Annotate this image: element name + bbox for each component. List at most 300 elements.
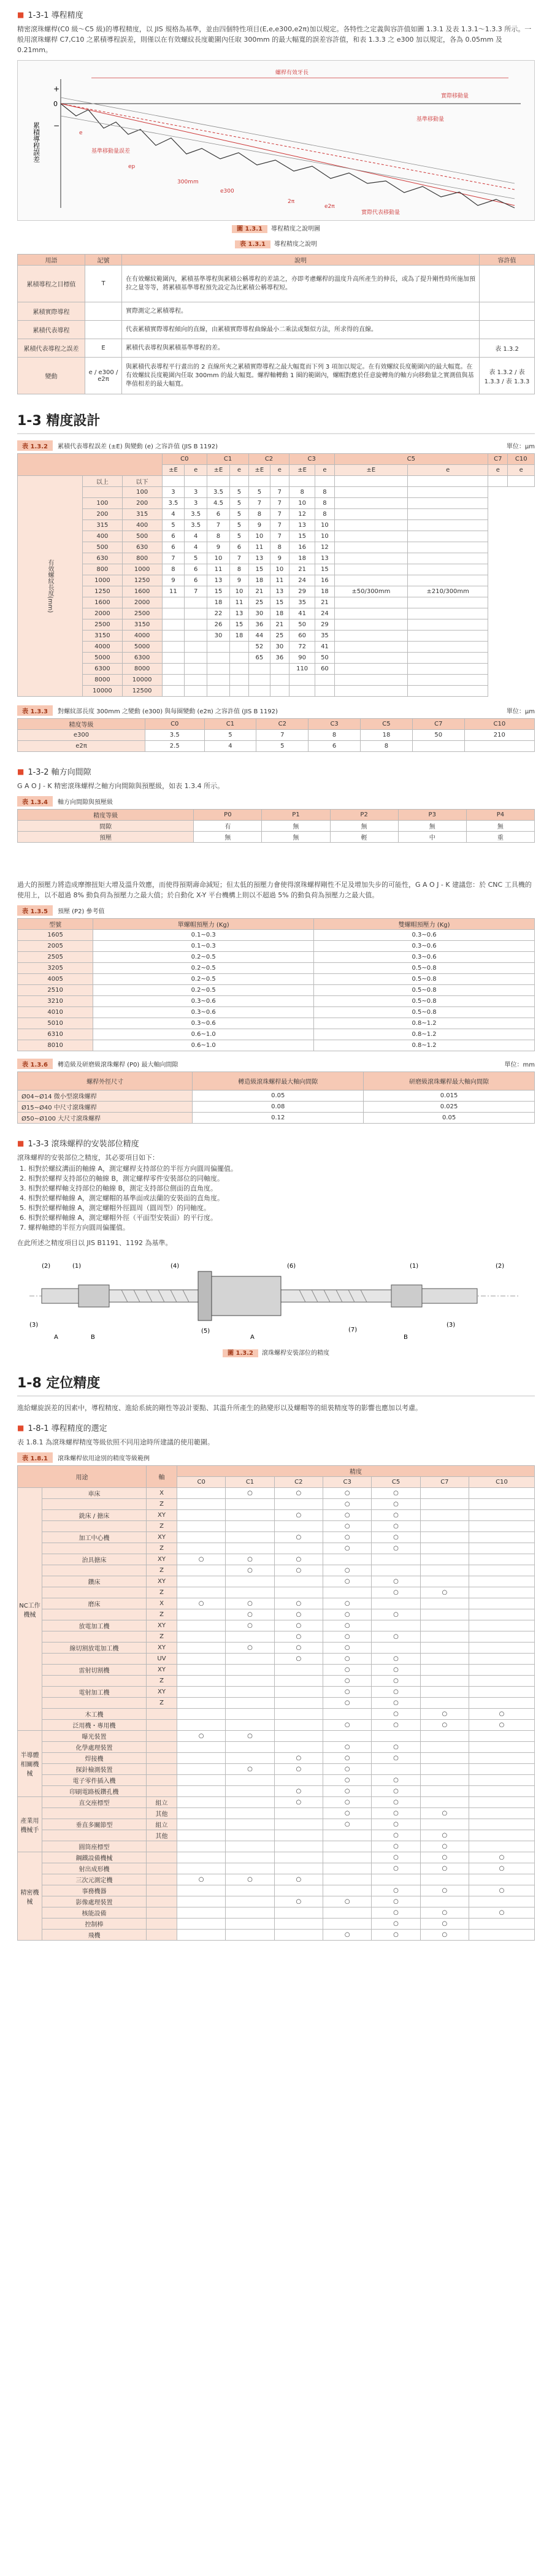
sub-header: e — [508, 465, 535, 476]
value-cell: 18 — [229, 631, 248, 642]
recommended-mark: ○ — [323, 1631, 372, 1643]
table-cell — [229, 476, 248, 487]
value-cell: 10 — [289, 498, 315, 509]
tag-2: (3) — [29, 1322, 39, 1328]
value-cell: 4 — [185, 531, 207, 542]
recommended-mark: ○ — [420, 1709, 469, 1720]
value-cell — [229, 653, 248, 664]
value-cell: 8 — [249, 509, 270, 520]
table-cell — [226, 1907, 274, 1919]
table-cell — [274, 1587, 323, 1598]
value-cell: 1250 — [122, 575, 162, 586]
model-cell: 6310 — [18, 1029, 93, 1040]
value-cell: 15 — [315, 564, 334, 575]
table-row — [18, 1029, 535, 1040]
paragraph-1-3-2: G A O J - K 精密滾珠螺桿之軸方向間隙與預壓級，如表 1.3.4 所示。 — [17, 782, 224, 790]
recommended-mark: ○ — [274, 1598, 323, 1609]
recommended-mark: ○ — [323, 1775, 372, 1786]
value-cell — [162, 686, 185, 697]
value-cell: 4 — [162, 509, 185, 520]
recommended-mark: ○ — [177, 1874, 226, 1885]
table-row — [18, 821, 535, 832]
table-row — [18, 1631, 535, 1643]
recommended-mark: ○ — [323, 1698, 372, 1709]
value-cell: 21 — [289, 564, 315, 575]
table-cell — [177, 1543, 226, 1554]
recommended-mark: ○ — [372, 1532, 420, 1543]
value-cell: 1000 — [122, 564, 162, 575]
recommended-mark: ○ — [420, 1919, 469, 1930]
application-cell: 三次元測定機 — [42, 1874, 147, 1885]
value-cell: 9 — [207, 542, 230, 553]
value-cell: 7 — [270, 520, 289, 531]
table-cell — [177, 1609, 226, 1620]
heading-1-3-3 — [17, 1137, 535, 1149]
recommended-mark: ○ — [274, 1896, 323, 1907]
value-cell — [315, 686, 334, 697]
recommended-mark: ○ — [323, 1609, 372, 1620]
column-header: P1 — [262, 810, 330, 821]
table-cell — [177, 1863, 226, 1874]
value-cell: 2500 — [83, 619, 123, 631]
tag-4: (5) — [201, 1328, 210, 1335]
table-row — [18, 520, 535, 531]
value-cell: 0.5~0.8 — [314, 1007, 535, 1018]
table-cell — [469, 1499, 535, 1510]
table-cell — [469, 1919, 535, 1930]
table-row — [18, 498, 535, 509]
table-cell — [226, 1808, 274, 1819]
table-cell — [177, 1676, 226, 1687]
column-header: 說明 — [122, 255, 480, 266]
value-cell: 100 — [122, 487, 162, 498]
value-cell: 5000 — [122, 642, 162, 653]
table-cell — [469, 1874, 535, 1885]
value-cell — [162, 631, 185, 642]
value-cell: 9 — [229, 575, 248, 586]
value-cell: 5 — [204, 730, 256, 741]
model-cell: 4010 — [18, 1007, 93, 1018]
axis-cell: 組立 — [147, 1819, 177, 1830]
value-cell: 35 — [315, 631, 334, 642]
list-item: 1. 相對於螺紋溝面的軸線 A，測定螺桿支持部位的半徑方向圓周偏擺值。 — [28, 1164, 535, 1174]
application-cell: 泛用機・專用機 — [42, 1720, 147, 1731]
table-cell — [177, 1786, 226, 1797]
table-cell — [177, 1720, 226, 1731]
group-label: 半導體相關機械 — [18, 1731, 42, 1797]
recommended-mark: ○ — [323, 1620, 372, 1631]
axis-cell: XY — [147, 1532, 177, 1543]
recommended-mark: ○ — [323, 1654, 372, 1665]
table-row — [18, 1797, 535, 1808]
value-cell: 13 — [229, 608, 248, 619]
recommended-mark: ○ — [274, 1510, 323, 1521]
value-cell: 5 — [185, 553, 207, 564]
sub-header: e — [488, 465, 508, 476]
value-cell: 5 — [229, 487, 248, 498]
column-header: 容許值 — [480, 255, 535, 266]
tolerance-cell — [480, 266, 535, 302]
value-cell: 0.1~0.3 — [93, 941, 314, 952]
value-cell: 3.5 — [185, 520, 207, 531]
value-cell: 12 — [315, 542, 334, 553]
table-cell — [408, 564, 488, 575]
table-header-row — [18, 919, 535, 930]
figure-caption-1-3-2 — [17, 1347, 535, 1357]
row-label: e300 — [18, 730, 145, 741]
value-cell: 7 — [270, 509, 289, 520]
application-cell — [42, 1587, 147, 1598]
base-line — [61, 104, 515, 205]
application-cell: 控制棒 — [42, 1919, 147, 1930]
row-label: 預壓 — [18, 832, 194, 843]
value-cell: 7 — [162, 553, 185, 564]
table-cell — [323, 1885, 372, 1896]
table-row — [18, 1665, 535, 1676]
table-cell — [162, 476, 185, 487]
table-cell — [488, 476, 508, 487]
model-cell: 5010 — [18, 1018, 93, 1029]
table-cell — [420, 1543, 469, 1554]
recommended-mark: ○ — [372, 1488, 420, 1499]
table-1-8-1 — [17, 1465, 535, 1941]
table-row — [18, 564, 535, 575]
table-cell — [469, 1554, 535, 1565]
bullet-icon: ■ — [17, 1138, 25, 1148]
table-cell — [323, 1907, 372, 1919]
value-cell: 10 — [229, 586, 248, 597]
recommended-mark: ○ — [372, 1631, 420, 1643]
model-cell: 2005 — [18, 941, 93, 952]
value-cell: 無 — [262, 821, 330, 832]
value-cell: 5 — [256, 741, 309, 752]
value-cell: 13 — [270, 586, 289, 597]
table-row — [18, 675, 535, 686]
sub-header: e — [270, 465, 289, 476]
recommended-mark: ○ — [274, 1643, 323, 1654]
value-cell: 9 — [249, 520, 270, 531]
application-cell — [42, 1609, 147, 1620]
table-cell — [420, 1654, 469, 1665]
value-cell: 60 — [289, 631, 315, 642]
value-cell — [185, 686, 207, 697]
table-row — [18, 542, 535, 553]
axis-cell: Z — [147, 1543, 177, 1554]
symbol-cell — [85, 302, 122, 321]
recommended-mark: ○ — [372, 1885, 420, 1896]
plus-label: + — [53, 85, 60, 93]
heading-text: 1-3-2 軸方向間隙 — [28, 768, 91, 777]
table-cell — [334, 564, 408, 575]
recommended-mark: ○ — [372, 1775, 420, 1786]
size-cell: Ø50~Ø100 大尺寸滾珠螺桿 — [18, 1113, 193, 1124]
table-row — [18, 1874, 535, 1885]
paragraph-1-3-1: 精密滾珠螺桿(C0 級～C5 級)的導程精度，以 JIS 規格為基準，並由四個特性項目(E,e,e300,e2π)加以規定。各特性之定義與容許值如圖 1.3.1 及表 1.3.1～1.3.3 所示。一般用滾珠螺桿 C7,C10 之累積導程誤差，則僅以在有效螺紋長度範圍內任取 300mm 的最大幅寬的誤差容許值，和表 1.3.3 之 e300 加以規定，各為 0.05mm 及 0.21mm。 — [17, 25, 532, 54]
table-cell — [226, 1863, 274, 1874]
table-cell — [408, 608, 488, 619]
recommended-mark: ○ — [274, 1797, 323, 1808]
table-cell — [323, 1852, 372, 1863]
value-cell: 12 — [289, 509, 315, 520]
list-item: 7. 螺桿軸總的半徑方向圓周偏擺值。 — [28, 1223, 535, 1233]
recommended-mark: ○ — [274, 1620, 323, 1631]
table-header-row — [18, 810, 535, 821]
value-cell: 無 — [262, 832, 330, 843]
recommended-mark: ○ — [372, 1720, 420, 1731]
value-cell: 5000 — [83, 653, 123, 664]
table-cell — [469, 1775, 535, 1786]
table-cell — [177, 1852, 226, 1863]
table-row — [18, 1720, 535, 1731]
table-cell — [274, 1720, 323, 1731]
recommended-mark: ○ — [372, 1665, 420, 1676]
value-cell: 3 — [185, 487, 207, 498]
table-cell — [334, 642, 408, 653]
term-cell: 變動 — [18, 358, 85, 394]
table-row — [18, 487, 535, 498]
recommended-mark: ○ — [372, 1797, 420, 1808]
value-cell: 4000 — [122, 631, 162, 642]
tag-8: (3) — [447, 1322, 456, 1328]
value-cell: 0.3~0.6 — [314, 941, 535, 952]
table-caption-text: 對螺紋部長度 300mm 之變動 (e300) 與每圈變動 (e2π) 之容許值 (JIS B 1192) — [57, 708, 278, 715]
recommended-mark: ○ — [323, 1808, 372, 1819]
value-cell — [185, 664, 207, 675]
application-cell: 曝光裝置 — [42, 1731, 147, 1742]
value-cell: 2000 — [122, 597, 162, 608]
table-number: 表 1.3.3 — [17, 705, 53, 716]
lead-accuracy-diagram — [18, 61, 534, 221]
recommended-mark: ○ — [323, 1532, 372, 1543]
table-1-3-2 — [17, 453, 535, 697]
table-row — [18, 1565, 535, 1576]
table-cell — [289, 476, 315, 487]
value-cell: 41 — [289, 608, 315, 619]
table-cell — [177, 1885, 226, 1896]
value-cell: 1600 — [122, 586, 162, 597]
table-cell — [226, 1841, 274, 1852]
value-cell: 0.8~1.2 — [314, 1018, 535, 1029]
recommended-mark: ○ — [274, 1764, 323, 1775]
value-cell: 15 — [249, 564, 270, 575]
table-cell — [226, 1521, 274, 1532]
value-cell: 18 — [249, 575, 270, 586]
table-cell — [226, 1775, 274, 1786]
bearing-left — [79, 1285, 109, 1307]
value-cell: 72 — [289, 642, 315, 653]
value-cell: 10 — [315, 520, 334, 531]
table-cell — [469, 1565, 535, 1576]
table-cell — [420, 1775, 469, 1786]
table-cell — [274, 1808, 323, 1819]
table-row — [18, 1698, 535, 1709]
model-cell: 4005 — [18, 974, 93, 985]
recommended-mark: ○ — [323, 1764, 372, 1775]
table-row — [18, 1930, 535, 1941]
value-cell: 11 — [270, 575, 289, 586]
table-row — [18, 1687, 535, 1698]
heading-text: 1-3-3 滾珠螺桿的安裝部位精度 — [28, 1140, 139, 1149]
recommended-mark: ○ — [323, 1687, 372, 1698]
sub-header: ±E — [289, 465, 315, 476]
recommended-mark: ○ — [372, 1852, 420, 1863]
table-cell — [274, 1863, 323, 1874]
table-cell — [372, 1874, 420, 1885]
value-cell: 3 — [185, 498, 207, 509]
recommended-mark: ○ — [372, 1742, 420, 1753]
group-label: 產業用機械手 — [18, 1797, 42, 1852]
table-cell — [420, 1576, 469, 1587]
value-cell — [207, 642, 230, 653]
application-cell — [42, 1676, 147, 1687]
table-cell — [274, 1819, 323, 1830]
table-cell — [226, 1919, 274, 1930]
table-caption-text: 滾珠螺桿依用途別的精度等級範例 — [57, 1455, 150, 1462]
recommended-mark: ○ — [323, 1720, 372, 1731]
table-cell — [469, 1830, 535, 1841]
axis-cell — [147, 1930, 177, 1941]
axis-cell: Z — [147, 1565, 177, 1576]
value-cell: 0.2~0.5 — [93, 974, 314, 985]
table-cell — [334, 531, 408, 542]
table-row — [18, 1488, 535, 1499]
value-cell: 13 — [207, 575, 230, 586]
value-cell: 5 — [162, 520, 185, 531]
table-cell — [323, 1731, 372, 1742]
value-cell: 0.12 — [193, 1113, 364, 1124]
axis-cell: X — [147, 1488, 177, 1499]
table-cell — [420, 1499, 469, 1510]
table-row — [18, 597, 535, 608]
table-row — [18, 996, 535, 1007]
value-cell: 400 — [122, 520, 162, 531]
recommended-mark: ○ — [469, 1852, 535, 1863]
table-cell — [469, 1488, 535, 1499]
value-cell: 200 — [83, 509, 123, 520]
table-cell — [420, 1643, 469, 1654]
value-cell: 3.5 — [145, 730, 204, 741]
axis-cell — [147, 1885, 177, 1896]
intro-1-3-3: 滾珠螺桿的安裝部位之精度，其必要項目如下： — [17, 1154, 159, 1162]
table-cell — [420, 1510, 469, 1521]
recommended-mark: ○ — [372, 1654, 420, 1665]
table-cell — [334, 686, 408, 697]
value-cell: 50 — [315, 653, 334, 664]
bullet-icon: ■ — [17, 1423, 25, 1432]
axis-label-3: B — [404, 1334, 408, 1341]
table-cell — [408, 642, 488, 653]
value-cell: 30 — [270, 642, 289, 653]
axis-cell — [147, 1852, 177, 1863]
table-row — [18, 1830, 535, 1841]
value-cell — [207, 675, 230, 686]
value-cell: 0.8~1.2 — [314, 1040, 535, 1051]
table-row — [18, 1852, 535, 1863]
recommended-mark: ○ — [177, 1598, 226, 1609]
value-cell: 6 — [207, 509, 230, 520]
description-cell: 累積代表導程與累積基準導程的差。 — [122, 339, 480, 358]
table-caption-text: 轉造級及研磨級滾珠螺桿 (P0) 最大軸向間隙 — [57, 1062, 178, 1068]
bearing-right — [391, 1285, 422, 1307]
table-cell — [226, 1709, 274, 1720]
column-header: 型號 — [18, 919, 93, 930]
column-header: 螺桿外徑尺寸 — [18, 1072, 193, 1091]
table-cell — [408, 531, 488, 542]
value-cell: 10000 — [122, 675, 162, 686]
value-cell: 4.5 — [207, 498, 230, 509]
value-cell: 15 — [207, 586, 230, 597]
table-row — [18, 509, 535, 520]
value-cell: 0.6~1.0 — [93, 1029, 314, 1040]
column-header: 研磨級滾珠螺桿最大軸向間隙 — [364, 1072, 535, 1091]
grade-header: C10 — [508, 454, 535, 465]
model-cell: 3205 — [18, 963, 93, 974]
table-cell — [177, 1488, 226, 1499]
value-cell: 7 — [207, 520, 230, 531]
value-cell: 29 — [289, 586, 315, 597]
value-cell — [249, 686, 270, 697]
recommended-mark: ○ — [323, 1797, 372, 1808]
table-row — [18, 302, 535, 321]
table-cell — [408, 575, 488, 586]
table-cell — [420, 1565, 469, 1576]
table-cell — [420, 1786, 469, 1797]
table-row — [18, 1018, 535, 1029]
table-cell — [420, 1521, 469, 1532]
recommended-mark: ○ — [420, 1907, 469, 1919]
sub-header: e — [229, 465, 248, 476]
table-row — [18, 963, 535, 974]
table-cell — [420, 1554, 469, 1565]
table-cell — [177, 1532, 226, 1543]
table-cell — [420, 1687, 469, 1698]
table-cell — [177, 1841, 226, 1852]
mounting-accuracy-list — [28, 1164, 535, 1233]
value-cell: 有 — [194, 821, 262, 832]
recommended-mark: ○ — [226, 1764, 274, 1775]
table-cell — [469, 1753, 535, 1764]
table-cell — [226, 1742, 274, 1753]
application-cell — [42, 1499, 147, 1510]
value-cell: 8 — [207, 531, 230, 542]
value-cell: 3.5 — [185, 509, 207, 520]
table-row — [18, 1091, 535, 1102]
section-1-3 — [17, 410, 535, 752]
table-row — [18, 1576, 535, 1587]
sub-header: ±E — [334, 465, 408, 476]
table-header-row — [18, 719, 535, 730]
table-cell — [177, 1565, 226, 1576]
table-cell — [469, 1786, 535, 1797]
application-cell — [42, 1698, 147, 1709]
table-cell — [420, 1631, 469, 1643]
heading-text: 1-3-1 導程精度 — [28, 11, 83, 20]
table-cell — [226, 1499, 274, 1510]
shaft-end-right — [422, 1289, 477, 1303]
value-cell: 0.05 — [193, 1091, 364, 1102]
value-cell: 0.3~0.6 — [93, 1007, 314, 1018]
recommended-mark: ○ — [274, 1488, 323, 1499]
column-header: 用語 — [18, 255, 85, 266]
table-row — [18, 1609, 535, 1620]
value-cell — [270, 686, 289, 697]
table-cell — [469, 1543, 535, 1554]
value-cell: 9 — [270, 553, 289, 564]
application-cell: 探針檢測裝置 — [42, 1764, 147, 1775]
table-row — [18, 586, 535, 597]
value-cell: 13 — [249, 553, 270, 564]
side-label: 有效螺紋長度(mm) — [18, 476, 83, 697]
